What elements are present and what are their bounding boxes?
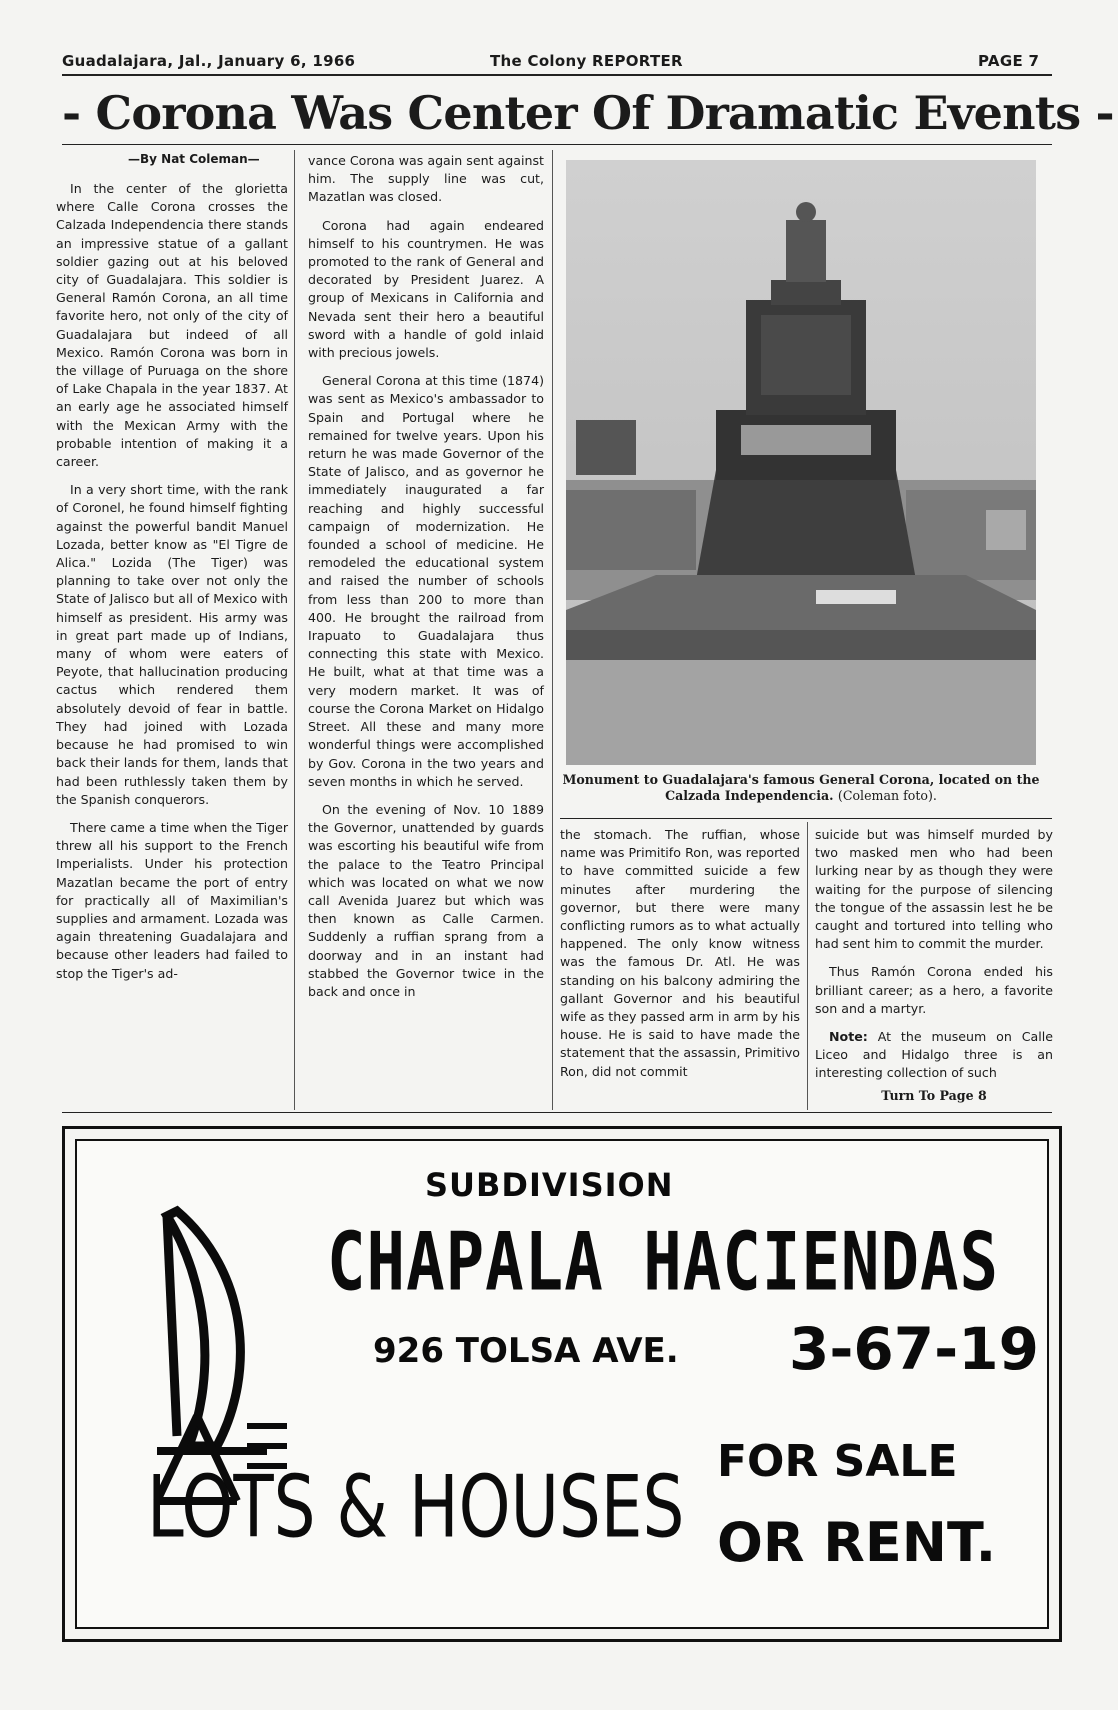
monument-image <box>566 160 1036 765</box>
header-page-number: PAGE 7 <box>978 52 1040 70</box>
column-divider-2 <box>552 150 553 1110</box>
column-divider-3 <box>807 822 808 1110</box>
paragraph: General Corona at this time (1874) was sent as Mexico's ambassador to Spain and Portugal where he remained for twelve years. Upon his return he was made Governor of the State of Jalisco, and as governor he immediately inaugurated a far reaching and highly successful campaign of modernization. He founded a school of medicine. He remodeled the educational system and raised the number of schools from less than 200 to more than 400. He brought the railroad from Irapuato to Guadalajara thus connecting this state with Mexico. He built, what at that time was a very modern market. It was of course the Corona Market on Hidalgo Street. All these and many more wonderful things were accomplished by Gov. Corona in the two years and seven months in which he served. <box>308 373 544 789</box>
paragraph: In a very short time, with the rank of Coronel, he found himself fighting against the powerful bandit Manuel Lozada, better know as "El Tigre de Alica." Lozida (The Tiger) was planning to take over not only the State of Jalisco but all of Mexico with himself as president. His army was in great part made up of Indians, many of whom were eaters of Peyote, that hallucination producing cactus which rendered them absolutely devoid of fear in battle. They had joined with Lozada because he had promised to win back their lands for them, lands that had been ruthlessly taken them by the Spanish conquerors. <box>56 482 288 807</box>
paragraph: Thus Ramón Corona ended his brilliant career; as a hero, a favorite son and a martyr. <box>815 964 1053 1016</box>
article-bottom-rule <box>62 1112 1052 1113</box>
ad-address: 926 TOLSA AVE. <box>373 1331 679 1371</box>
paragraph: On the evening of Nov. 10 1889 the Governor, unattended by guards was escorting his beautiful wife from the palace to the Teatro Principal which was located on what we now call Avenida Juarez but which was then known as Calle Carmen. Suddenly a ruffian sprang from a doorway and in an instant had stabbed the Governor twice in the back and once in <box>308 801 544 999</box>
header-date: Guadalajara, Jal., January 6, 1966 <box>62 52 356 70</box>
headline: - Corona Was Center Of Dramatic Events - <box>62 86 1114 140</box>
paragraph: suicide but was himself murded by two masked men who had been lurking near by as though they were waiting for the purpose of silencing the tongue of the assassin lest he be caught and tortured into telling who had sent him to commit the murder. <box>815 827 1053 952</box>
paragraph: There came a time when the Tiger threw all his support to the French Imperialists. Under his protection Mazatlan became the port of entry for practically all of Maximilian's supplies and armament. Lozada was again threatening Guadalajara and because other leaders had failed to stop the Tiger's ad- <box>56 819 288 981</box>
byline: —By Nat Coleman— <box>128 152 260 166</box>
caption-credit: (Coleman foto). <box>837 788 937 803</box>
column-divider-1 <box>294 150 295 1110</box>
headline-rule <box>62 144 1052 145</box>
article-column-4 <box>815 826 1053 1105</box>
photo-caption <box>560 772 1042 804</box>
article-column-1 <box>56 180 288 993</box>
paragraph: the stomach. The ruffian, whose name was Primitifo Ron, was reported to have committed suicide a few minutes after murdering the governor, but there were many conflicting rumors as to what actually happened. The only know witness was the famous Dr. Atl. He was standing on his balcony admiring the gallant Governor and his beautiful wife as they passed arm in arm by his house. He is said to have made the statement that the assassin, Primitivo Ron, did not commit <box>560 827 800 1079</box>
ad-line-chapala-haciendas: CHAPALA HACIENDAS <box>327 1217 1000 1310</box>
caption-rule <box>560 818 1052 819</box>
header-paper-name: The Colony REPORTER <box>490 52 683 70</box>
ad-lots-houses: LOTS & HOUSES <box>147 1457 685 1558</box>
ad-or-rent: OR RENT. <box>717 1511 997 1574</box>
header-rule <box>62 74 1052 76</box>
note-label: Note: <box>829 1029 868 1045</box>
ad-phone: 3-67-19 <box>789 1315 1039 1383</box>
ad-line-subdivision: SUBDIVISION <box>425 1166 674 1204</box>
paragraph <box>815 1028 1053 1083</box>
note-text: At the museum on Calle Liceo and Hidalgo three is an interesting collection of such <box>815 1029 1053 1081</box>
article-column-2 <box>308 152 544 1011</box>
paragraph: In the center of the glorietta where Calle Corona crosses the Calzada Independencia there stands an impressive statue of a gallant soldier gazing out at his beloved city of Guadalajara. This soldier is General Ramón Corona, an all time favorite hero, not only of the city of Guadalajara but indeed of all Mexico. Ramón Corona was born in the village of Puruaga on the shore of Lake Chapala in the year 1837. At an early age he associated himself with the Mexican Army with the probable intention of making it a career. <box>56 181 288 470</box>
monument-photo <box>566 160 1036 765</box>
paragraph: Corona had again endeared himself to his countrymen. He was promoted to the rank of General and decorated by President Juarez. A group of Mexicans in California and Nevada sent their hero a beautiful sword with a handle of gold inlaid with precious jowels. <box>308 217 544 361</box>
continuation-note: Turn To Page 8 <box>881 1087 987 1103</box>
article-column-3 <box>560 826 800 1091</box>
ad-for-sale: FOR SALE <box>717 1436 958 1487</box>
paragraph: vance Corona was again sent against him. The supply line was cut, Mazatlan was closed. <box>308 153 544 205</box>
caption-text: Monument to Guadalajara's famous General Corona, located on the Calzada Independencia. <box>562 772 1040 803</box>
advertisement-inner <box>75 1139 1049 1629</box>
advertisement-box <box>62 1126 1062 1642</box>
